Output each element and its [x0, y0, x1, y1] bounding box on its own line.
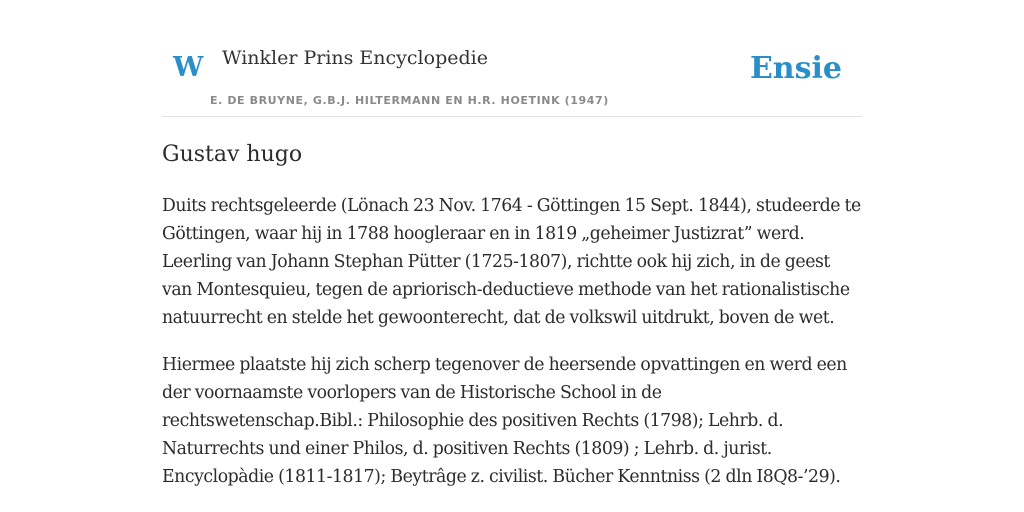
- page: [162, 0, 862, 512]
- ensie-logo-link[interactable]: Ensie: [749, 51, 842, 86]
- article-paragraph: Duits rechtsgeleerde (Lönach 23 Nov. 1764 - Göttingen 15 Sept. 1844), studeerde te Göttingen, waar hij in 1788 hoogleraar en in 1819 „geheimer Justizrat” werd. Leerling van Johann Stephan Pütter (1725-1807), richtte ook hij zich, in de geest van Montesquieu, tegen de apriorisch-deductieve methode van het rationalistische natuurrecht en stelde het gewoonterecht, dat de volkswil uitdrukt, boven de wet.: [162, 196, 861, 328]
- winkler-prins-logo[interactable]: W: [173, 52, 204, 83]
- publication-authors: E. DE BRUYNE, G.B.J. HILTERMANN EN H.R. HOETINK (1947): [210, 94, 609, 107]
- header: [162, 0, 862, 117]
- publication-title[interactable]: Winkler Prins Encyclopedie: [222, 47, 488, 69]
- article-paragraph: Hiermee plaatste hij zich scherp tegenover de heersende opvattingen en werd een der voornaamste voorlopers van de Historische School in de rechtswetenschap.Bibl.: Philosophie des positiven Rechts (1798); Lehrb. d. Naturrechts und einer Philos, d. positiven Rechts (1809) ; Lehrb. d. jurist. Encyclopàdie (1811-1817); Beytrâge z. civilist. Bücher Kenntniss (2 dln I8Q8-’29).: [162, 355, 847, 487]
- article-body: [162, 192, 862, 510]
- article-title: Gustav hugo: [162, 142, 303, 167]
